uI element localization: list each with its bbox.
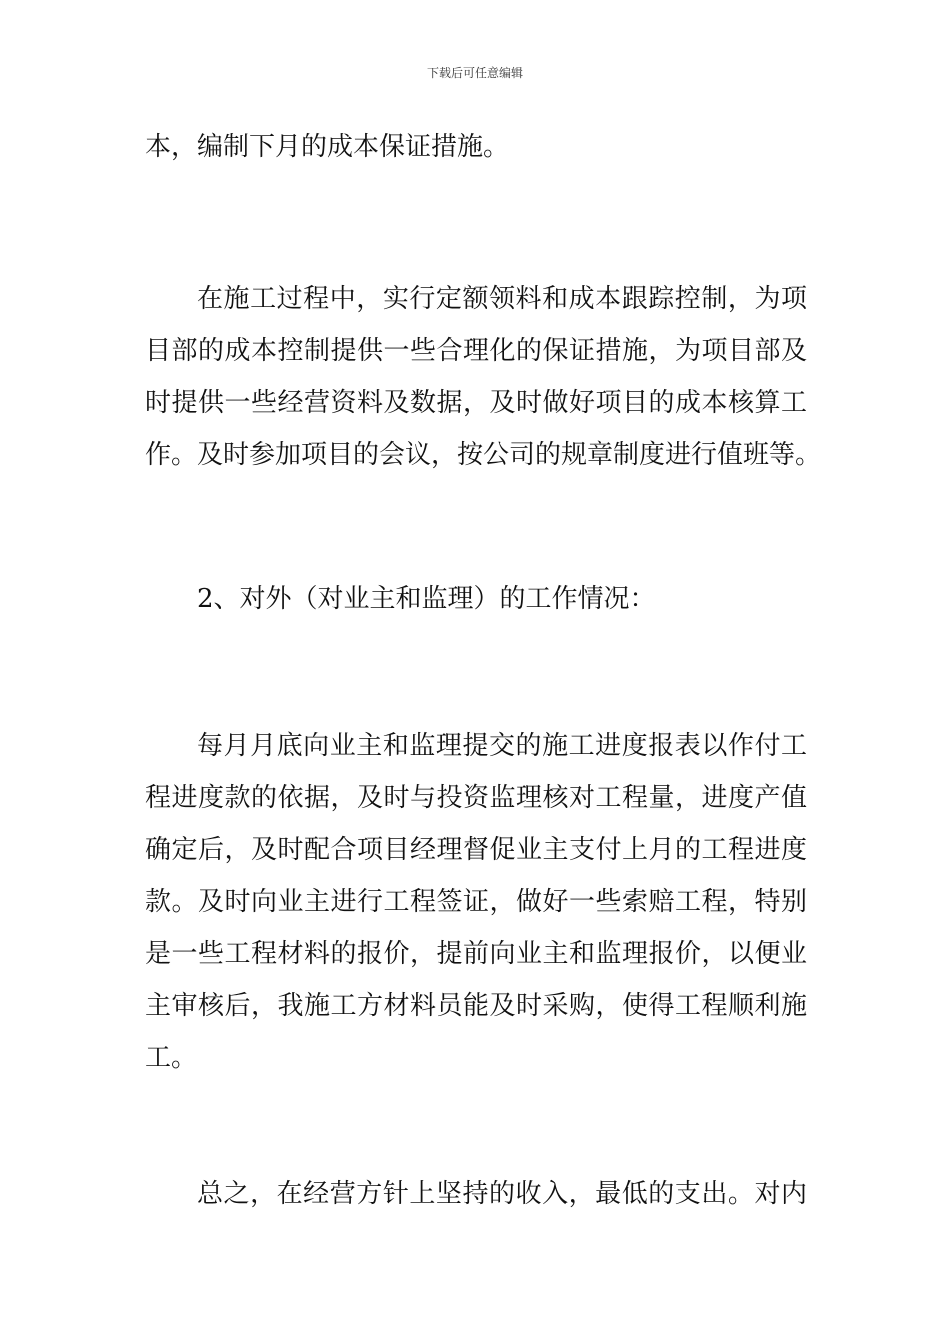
paragraph-line: 在施工过程中，实行定额领料和成本跟踪控制，为项 bbox=[197, 284, 807, 314]
paragraph-line: 时提供一些经营资料及数据，及时做好项目的成本核算工 bbox=[145, 388, 807, 418]
paragraph-line: 每月月底向业主和监理提交的施工进度报表以作付工 bbox=[197, 731, 807, 761]
paragraph-line: 工。 bbox=[145, 1043, 198, 1073]
paragraph-line: 程进度款的依据，及时与投资监理核对工程量，进度产值 bbox=[145, 783, 807, 813]
page-header: 下载后可任意编辑 bbox=[426, 66, 523, 80]
paragraph-line: 是一些工程材料的报价，提前向业主和监理报价，以便业 bbox=[145, 939, 807, 969]
paragraph-progress-report bbox=[145, 720, 807, 1084]
paragraph-summary bbox=[145, 1168, 807, 1220]
paragraph-line: 确定后，及时配合项目经理督促业主支付上月的工程进度 bbox=[145, 835, 807, 865]
paragraph-line: 目部的成本控制提供一些合理化的保证措施，为项目部及 bbox=[145, 336, 807, 366]
paragraph-cost-control bbox=[145, 273, 822, 481]
paragraph-line: 款。及时向业主进行工程签证，做好一些索赔工程，特别 bbox=[145, 887, 807, 917]
paragraph-line: 本，编制下月的成本保证措施。 bbox=[145, 132, 510, 162]
paragraph-line: 作。及时参加项目的会议，按公司的规章制度进行值班等。 bbox=[145, 440, 822, 470]
section-heading-line: 2、对外（对业主和监理）的工作情况： bbox=[197, 584, 656, 614]
paragraph-continuation bbox=[145, 121, 807, 173]
section-heading-external-work bbox=[145, 573, 807, 625]
paragraph-line: 主审核后，我施工方材料员能及时采购，使得工程顺利施 bbox=[145, 991, 807, 1021]
paragraph-line: 总之，在经营方针上坚持的收入，最低的支出。对内 bbox=[197, 1179, 807, 1209]
